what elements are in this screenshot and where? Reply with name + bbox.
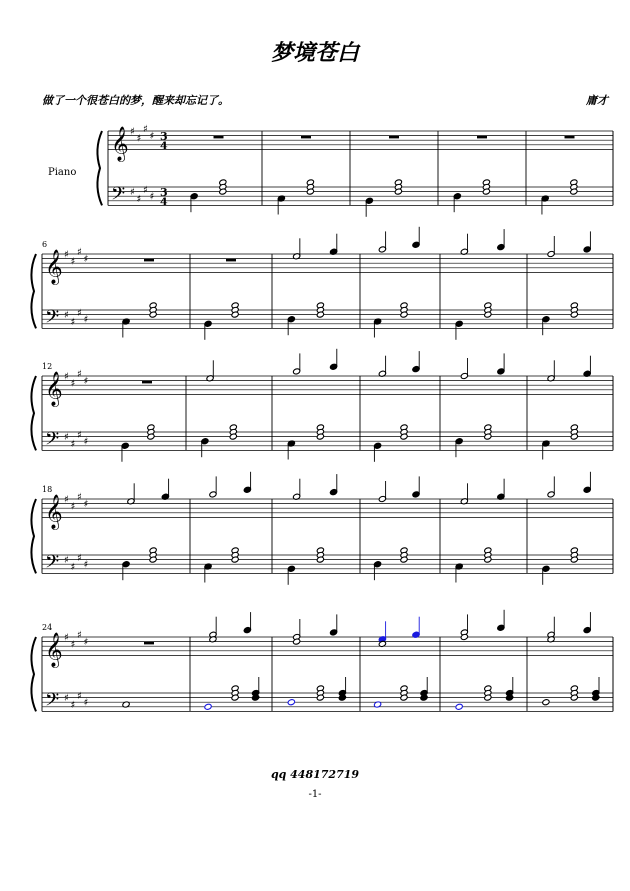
key-sharp: ♯ bbox=[70, 700, 76, 711]
treble-clef: 𝄞 bbox=[111, 126, 129, 162]
instrument-label: Piano bbox=[48, 167, 77, 178]
treble-clef: 𝄞 bbox=[45, 249, 63, 285]
note-head bbox=[455, 703, 463, 710]
subtitle: 做了一个很苍白的梦，醒来却忘记了。 bbox=[42, 94, 229, 107]
key-sharp: ♯ bbox=[64, 371, 69, 383]
whole-rest bbox=[144, 259, 154, 262]
measure-number: 12 bbox=[42, 362, 53, 371]
bass-clef: 𝄢 bbox=[111, 183, 126, 209]
key-sharp: ♯ bbox=[64, 310, 69, 322]
key-sharp: ♯ bbox=[77, 630, 82, 642]
key-sharp: ♯ bbox=[77, 492, 82, 504]
key-sharp: ♯ bbox=[83, 254, 89, 266]
key-sharp: ♯ bbox=[64, 693, 69, 705]
measure-number: 6 bbox=[42, 240, 48, 249]
treble-clef: 𝄞 bbox=[45, 632, 63, 668]
page-number: -1- bbox=[308, 789, 322, 800]
brace bbox=[31, 637, 36, 711]
key-sharp: ♯ bbox=[143, 124, 148, 136]
key-sharp: ♯ bbox=[70, 501, 76, 513]
time-sig-bottom: 4 bbox=[160, 195, 168, 209]
brace bbox=[97, 131, 102, 205]
key-sharp: ♯ bbox=[70, 256, 76, 268]
key-sharp: ♯ bbox=[83, 697, 89, 709]
key-sharp: ♯ bbox=[64, 555, 69, 567]
key-sharp: ♯ bbox=[83, 376, 89, 388]
key-sharp: ♯ bbox=[149, 191, 155, 203]
bass-clef: 𝄢 bbox=[45, 428, 60, 454]
whole-rest bbox=[142, 381, 152, 384]
whole-rest bbox=[389, 136, 399, 139]
key-sharp: ♯ bbox=[64, 494, 69, 506]
brace bbox=[31, 376, 36, 450]
key-sharp: ♯ bbox=[77, 552, 82, 564]
key-sharp: ♯ bbox=[64, 632, 69, 644]
key-sharp: ♯ bbox=[70, 317, 76, 328]
brace bbox=[31, 499, 36, 573]
key-sharp: ♯ bbox=[83, 436, 89, 448]
time-sig-top: 3 bbox=[160, 130, 168, 144]
note-head bbox=[287, 699, 295, 706]
key-sharp: ♯ bbox=[143, 184, 148, 196]
key-sharp: ♯ bbox=[83, 314, 89, 326]
key-sharp: ♯ bbox=[77, 429, 82, 441]
key-sharp: ♯ bbox=[70, 378, 76, 390]
key-sharp: ♯ bbox=[70, 562, 76, 573]
whole-rest bbox=[214, 136, 224, 139]
whole-rest bbox=[226, 259, 236, 262]
key-sharp: ♯ bbox=[77, 369, 82, 381]
key-sharp: ♯ bbox=[64, 432, 69, 444]
key-sharp: ♯ bbox=[70, 439, 76, 450]
time-sig-bottom: 4 bbox=[160, 139, 168, 153]
treble-clef: 𝄞 bbox=[45, 494, 63, 530]
bass-clef: 𝄢 bbox=[45, 306, 60, 332]
key-sharp: ♯ bbox=[64, 249, 69, 261]
measure-number: 24 bbox=[42, 623, 53, 632]
whole-rest bbox=[565, 136, 575, 139]
key-sharp: ♯ bbox=[77, 247, 82, 259]
key-sharp: ♯ bbox=[149, 131, 155, 143]
piece-title: 梦境苍白 bbox=[270, 40, 359, 66]
key-sharp: ♯ bbox=[136, 133, 142, 145]
time-sig-top: 3 bbox=[160, 186, 168, 200]
key-sharp: ♯ bbox=[83, 559, 89, 571]
key-sharp: ♯ bbox=[130, 187, 135, 199]
note-head bbox=[204, 703, 212, 710]
key-sharp: ♯ bbox=[136, 194, 142, 205]
key-sharp: ♯ bbox=[77, 307, 82, 319]
bass-clef: 𝄢 bbox=[45, 689, 60, 715]
treble-clef: 𝄞 bbox=[45, 371, 63, 407]
whole-rest bbox=[301, 136, 311, 139]
whole-rest bbox=[144, 642, 154, 645]
footer-contact: qq 448172719 bbox=[270, 768, 360, 781]
note-head bbox=[542, 699, 550, 706]
key-sharp: ♯ bbox=[77, 690, 82, 702]
bass-clef: 𝄢 bbox=[45, 551, 60, 577]
composer: 庸才 bbox=[586, 94, 608, 107]
key-sharp: ♯ bbox=[83, 499, 89, 511]
key-sharp: ♯ bbox=[130, 126, 135, 138]
brace bbox=[31, 254, 36, 328]
whole-rest bbox=[477, 136, 487, 139]
measure-number: 18 bbox=[42, 485, 53, 494]
key-sharp: ♯ bbox=[83, 637, 89, 649]
key-sharp: ♯ bbox=[70, 639, 76, 651]
